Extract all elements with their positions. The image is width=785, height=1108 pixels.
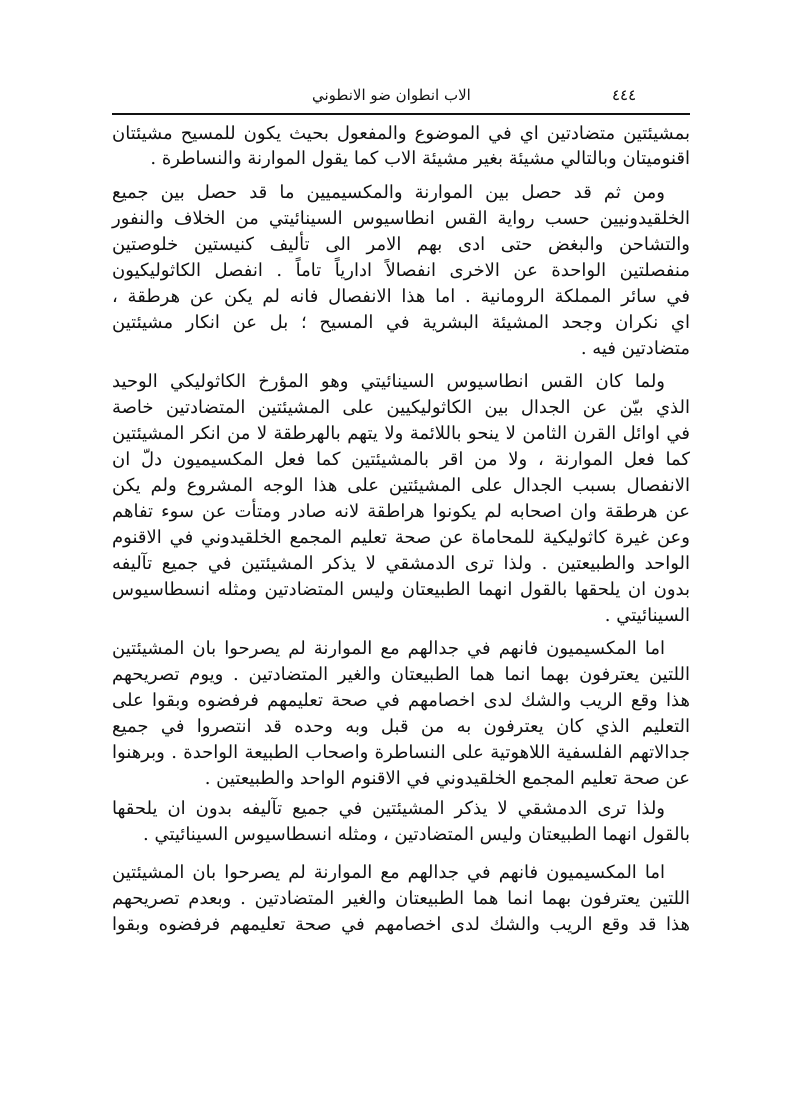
text-line: بدون ان يلحقها بالقول انهما الطبيعتان وليس المتضادتين ومثله انسطاسيوس xyxy=(112,579,690,600)
header-rule xyxy=(112,113,690,115)
running-title: الاب انطوان ضو الانطوني xyxy=(312,86,471,104)
text-line: هذا وقع الريب والشك لدى اخصامهم في صحة تعليمهم فرفضوه وبقوا على xyxy=(112,690,690,711)
text-line: اي نكران وجحد المشيئة البشرية في المسيح ؛ بل عن انكار مشيئتين xyxy=(112,312,690,333)
text-line: بالقول انهما الطبيعتان وليس المتضادتين ، ومثله انسطاسيوس السينائيتي . xyxy=(143,824,690,845)
text-line: الخلقيدونيين حسب رواية القس انطاسيوس السينائيتي من الخلاف والنفور xyxy=(112,208,690,229)
text-line: اللتين يعترفون بهما انما هما الطبيعتان والغير المتضادتين . وبعدم تصريحهم xyxy=(112,888,690,909)
text-line: كما فعل الموارنة ، ولا من اقر بالمشيئتين كما فعل المكسيميون دلّ ان xyxy=(112,449,690,470)
text-line: اما المكسيميون فانهم في جدالهم مع الموارنة لم يصرحوا بان المشيئتين xyxy=(112,638,665,659)
text-line: عن صحة تعليم المجمع الخلقيدوني في الاقنوم الواحد والطبيعتين . xyxy=(204,768,690,789)
text-line: الانفصال بسبب الجدال على المشيئتين على هذا الوجه المشروع ولم يكن xyxy=(112,475,690,496)
text-line: عن هرطقة وان اصحابه لم يكونوا هراطقة لانه صادر ومتأت عن سوء تفاهم xyxy=(112,501,690,522)
text-line: اما المكسيميون فانهم في جدالهم مع الموارنة لم يصرحوا بان المشيئتين xyxy=(112,862,665,883)
text-line: جدالاتهم الفلسفية اللاهوتية على النساطرة واصحاب الطبيعة الواحدة . وبرهنوا xyxy=(112,742,690,763)
text-line: ومن ثم قد حصل بين الموارنة والمكسيميين ما قد حصل بين جميع xyxy=(112,182,665,203)
text-line: والتشاحن والبغض حتى ادى بهم الامر الى تأليف كنيستين خلوصتين xyxy=(112,234,690,255)
text-line: وعن غيرة كاثوليكية للمحاماة عن صحة تعليم المجمع الخلقيدوني في الاقنوم xyxy=(112,527,690,548)
text-line: اقنوميتان وبالتالي مشيئة بغير مشيئة الاب كما يقول الموارنة والنساطرة . xyxy=(150,148,690,169)
text-line: هذا قد وقع الريب والشك لدى اخصامهم في صحة تعليمهم فرفضوه وبقوا xyxy=(112,914,690,935)
text-line: الواحد والطبيعتين . ولذا ترى الدمشقي لا يذكر المشيئتين في جميع تآليفه xyxy=(112,553,690,574)
text-line: متضادتين فيه . xyxy=(580,338,690,359)
text-line: ولذا ترى الدمشقي لا يذكر المشيئتين في جميع تآليفه بدون ان يلحقها xyxy=(112,798,665,819)
text-line: ولما كان القس انطاسيوس السينائيتي وهو المؤرخ الكاثوليكي الوحيد xyxy=(112,371,665,392)
text-line: منفصلتين الواحدة عن الاخرى انفصالاً ادارياً تاماً . انفصل الكاثوليكيون xyxy=(112,260,690,281)
page-number: ٤٤٤ xyxy=(612,86,637,104)
text-line: الذي بيّن عن الجدال بين الكاثوليكيين على المشيئتين المتضادتين خاصة xyxy=(112,397,690,418)
text-line: التعليم الذي كان يعترفون به من قبل وبه وحده قد انتصروا في جميع xyxy=(112,716,690,737)
text-line: السينائيتي . xyxy=(604,605,690,626)
text-line: في سائر المملكة الرومانية . اما هذا الانفصال فانه لم يكن عن هرطقة ، xyxy=(112,286,690,307)
text-line: في اوائل القرن الثامن لا ينحو باللائمة ولا يتهم بالهرطقة لا من انكر المشيئتين xyxy=(112,423,690,444)
text-line: بمشيئتين متضادتين اي في الموضوع والمفعول بحيث يكون للمسيح مشيئتان xyxy=(112,123,690,144)
text-line: اللتين يعترفون بهما انما هما الطبيعتان والغير المتضادتين . ويوم تصريحهم xyxy=(112,664,690,685)
